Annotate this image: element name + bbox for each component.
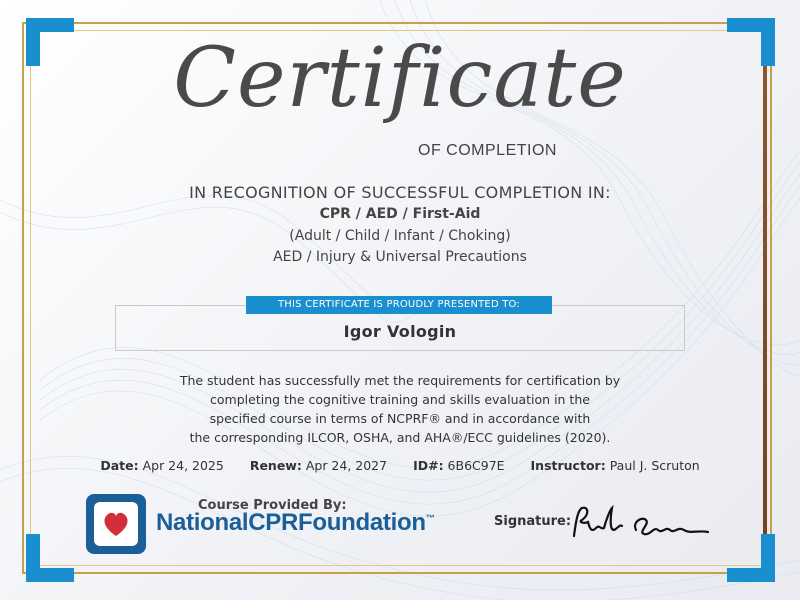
course-title: CPR / AED / First-Aid [319,206,481,222]
renew-value: Apr 24, 2027 [305,458,388,473]
statement-line: specified course in terms of NCPRF® and in accordance with [209,411,591,426]
date-label: Date: [100,458,139,473]
statement-line: completing the cognitive training and skills evaluation in the [210,392,590,407]
certification-statement [150,371,650,447]
statement-line: The student has successfully met the requirements for certification by [179,373,621,388]
statement-line: the corresponding ILCOR, OSHA, and AHA®/ECC guidelines (2020). [189,430,611,445]
signature-label: Signature: [494,514,572,529]
heart-cross-icon [86,494,146,554]
corner-bottom-left [26,534,74,582]
certificate-subtitle: OF COMPLETION [418,142,557,159]
handwritten-signature [566,500,716,546]
id-label: ID#: [413,458,444,473]
recognition-heading: IN RECOGNITION OF SUCCESSFUL COMPLETION IN: [189,183,611,202]
brand-trademark: ™ [425,513,435,523]
date-value: Apr 24, 2025 [142,458,224,473]
certificate-details [0,458,800,473]
id-value: 6B6C97E [447,458,505,473]
provided-by-label: Course Provided By: [198,498,347,513]
certificate-title: Certificate [173,31,627,126]
course-detail-2: AED / Injury & Universal Precautions [273,249,527,265]
brand-name [156,509,434,537]
brand-name-text: NationalCPRFoundation [156,509,426,536]
renew-label: Renew: [249,458,302,473]
corner-bottom-right [727,534,775,582]
course-detail-1: (Adult / Child / Infant / Choking) [289,228,511,244]
instructor-label: Instructor: [530,458,606,473]
recipient-name: Igor Vologin [343,322,457,341]
instructor-value: Paul J. Scruton [609,458,700,473]
presented-to-banner: THIS CERTIFICATE IS PROUDLY PRESENTED TO: [246,296,552,314]
